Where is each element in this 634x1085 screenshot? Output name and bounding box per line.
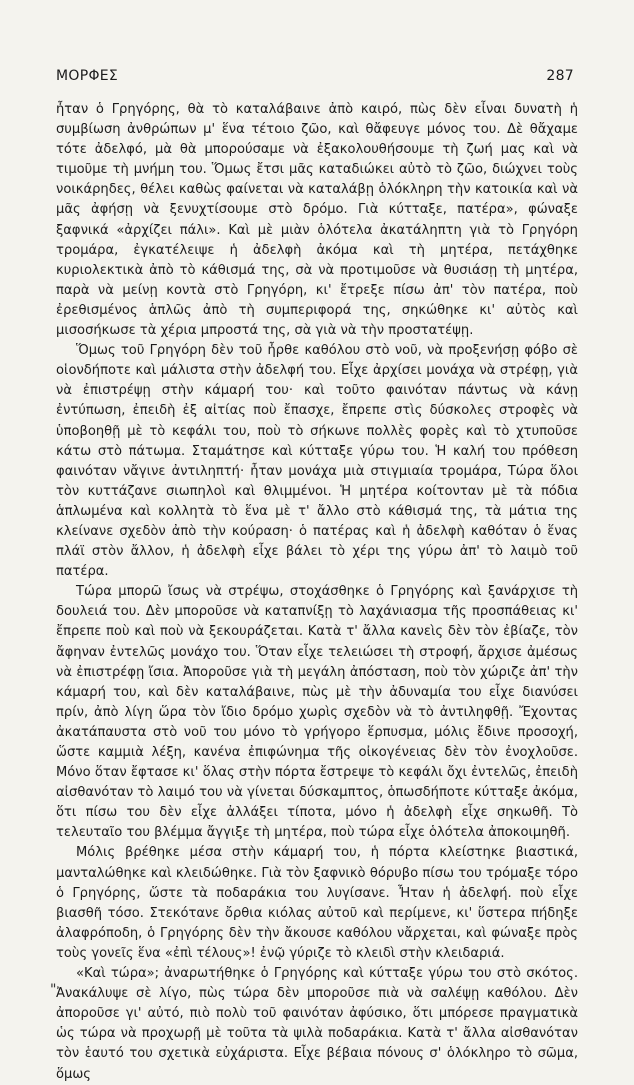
journal-title: ΜΟΡΦΕΣ [56,68,119,84]
paragraph: Τώρα μπορῶ ἴσως νὰ στρέψω, στοχάσθηκε ὁ Γρηγόρης καὶ ξανάρχισε τὴ δουλειά του. Δὲν μποροῦσε νὰ καταπνίξῃ τὸ λαχάνιασμα τῆς προσπάθειας κι' ἔπρεπε ποὺ καὶ ποὺ νὰ ξεκουράζεται. Κατὰ τ' ἄλλα κανεὶς δὲν τὸν ἐβίαζε, τὸν ἄφηναν ἐντελῶς μονάχο του. Ὅταν εἶχε τελειώσει τὴ στροφή, ἄρχισε ἀμέσως νὰ ἐπιστρέφῃ ἴσια. Ἀποροῦσε γιὰ τὴ μεγάλη ἀπόσταση, ποὺ τὸν χώριζε ἀπ' τὴν κάμαρή του, καὶ δὲν καταλάβαινε, πὼς μὲ τὴν ἀδυναμία του εἶχε διανύσει πρίν, ἀπὸ λίγη ὥρα τὸν ἴδιο δρόμο χωρὶς σχεδὸν νὰ τὸ ἀντιληφθῇ. Ἔχοντας ἀκατάπαυστα στὸ νοῦ του μόνο τὸ γρήγορο ἕρπυσμα, μόλις ἔδινε προσοχή, ὥστε καμμιὰ λέξη, κανένα ἐπιφώνημα τῆς οἰκογένειας δὲν τὸν ἐνοχλοῦσε. Μόνο ὅταν ἔφτασε κι' ὅλας στὴν πόρτα ἔστρεψε τὸ κεφάλι ὄχι ἐντελῶς, ἐπειδὴ αἰσθανόταν τὸ λαιμό του νὰ γίνεται δύσκαμπτος, ὁπωσδήποτε κύτταξε ἀκόμα, ὅτι πίσω του δὲν εἶχε ἀλλάξει τίποτα, μόνο ἡ ἀδελφὴ εἶχε σηκωθῆ. Τὸ τελευταῖο του βλέμμα ἄγγιξε τὴ μητέρα, ποὺ τώρα εἶχε ὁλότελα ἀποκοιμηθῆ. [56,584,578,841]
paragraph: «Καὶ τώρα»; ἀναρωτήθηκε ὁ Γρηγόρης καὶ κύτταξε γύρω του στὸ σκότος. Ἀνακάλυψε σὲ λίγο, πὼς τώρα δὲν μποροῦσε πιὰ νὰ σαλέψῃ καθόλου. Δὲν ἀποροῦσε γι' αὐτό, πιὸ πολὺ τοῦ φαινόταν ἀφύσικο, ὅτι μπόρεσε πραγματικὰ ὡς τώρα νὰ προχωρῇ μὲ τοῦτα τὰ ψιλὰ ποδαράκια. Κατὰ τ' ἄλλα αἰσθανόταν τὸν ἑαυτό του σχετικὰ εὐχάριστα. Εἶχε βέβαια πόνους σ' ὁλόκληρο τὸ σῶμα, ὅμως [56,966,578,1082]
paragraph: Ὅμως τοῦ Γρηγόρη δὲν τοῦ ἦρθε καθόλου στὸ νοῦ, νὰ προξενήσῃ φόβο σὲ οἱονδήποτε καὶ μάλιστα στὴν ἀδελφή του. Εἶχε ἀρχίσει μονάχα νὰ στρέφῃ, γιὰ νὰ ἐπιστρέψῃ στὴν κάμαρή του· καὶ τοῦτο φαινόταν πάντως νὰ κάνῃ ἐντύπωση, ἐπειδὴ ἐξ αἰτίας ποὺ ἔπασχε, ἔπρεπε στὶς δύσκολες στροφὲς νὰ ὑποβοηθῇ μὲ τὸ κεφάλι του, ποὺ τὸ σήκωνε πολλὲς φορὲς καὶ τὸ χτυποῦσε κάτω στὸ πάτωμα. Σταμάτησε καὶ κύτταξε γύρω του. Ἡ καλή του πρόθεση φαινόταν νἄγινε ἀντιληπτή· ἦταν μονάχα μιὰ στιγμιαία τρομάρα, Τώρα ὅλοι τὸν κυττάζανε σιωπηλοὶ καὶ θλιμμένοι. Ἡ μητέρα κοίτονταν μὲ τὰ πόδια ἁπλωμένα καὶ κολλητὰ τὸ ἕνα μὲ τ' ἄλλο στὸ κάθισμά της, τὰ μάτια της κλείνανε σχεδὸν ἀπὸ τὴν κούραση· ὁ πατέρας καὶ ἡ ἀδελφὴ καθόταν ὁ ἕνας πλάϊ στὸν ἄλλον, ἡ ἀδελφὴ εἶχε βάλει τὸ χέρι της γύρω ἀπ' τὸ λαιμὸ τοῦ πατέρα. [56,343,578,580]
paragraph: Μόλις βρέθηκε μέσα στὴν κάμαρή του, ἡ πόρτα κλείστηκε βιαστικά, μανταλώθηκε καὶ κλειδώθηκε. Γιὰ τὸν ξαφνικὸ θόρυβο πίσω του τρόμαξε τόρο ὁ Γρηγόρης, ὥστε τὰ ποδαράκια του λυγίσανε. Ἦταν ἡ ἀδελφή. ποὺ εἶχε βιασθῆ τόσο. Στεκότανε ὄρθια κιόλας αὐτοῦ καὶ περίμενε, κι' ὕστερα πήδηξε ἀλαφρόποδη, ὁ Γρηγόρης δὲν τὴν ἄκουσε καθόλου νἄρχεται, καὶ φώναξε πρὸς τοὺς γονεῖς ἕνα «ἐπὶ τέλους»! ἐνῷ γύριζε τὸ κλειδὶ στὴν κλειδαριά. [56,845,578,961]
paragraph: ἦταν ὁ Γρηγόρης, θὰ τὸ καταλάβαινε ἀπὸ καιρό, πὼς δὲν εἶναι δυνατὴ ἡ συμβίωση ἀνθρώπων μ' ἕνα τέτοιο ζῶο, καὶ θἄφευγε μόνος του. Δὲ θἄχαμε τότε ἀδελφό, μὰ θὰ μπορούσαμε νὰ ἐξακολουθήσουμε τὴ ζωή μας καὶ νὰ τιμοῦμε τὴ μνήμη του. Ὅμως ἔτσι μᾶς καταδιώκει αὐτὸ τὸ ζῶο, διώχνει τοὺς νοικάρηδες, θέλει καθὼς φαίνεται νὰ καταλάβῃ ὁλόκληρη τὴν κατοικία καὶ νὰ μᾶς ἀφήσῃ νὰ ξενυχτίσουμε στὸ δρόμο. Γιὰ κύτταξε, πατέρα», φώναξε ξαφνικά «ἀρχίζει πάλι». Καὶ μὲ μιὰν ὁλότελα ἀκατάληπτη γιὰ τὸ Γρηγόρη τρομάρα, ἐγκατέλειψε ἡ ἀδελφὴ ἀκόμα καὶ τὴ μητέρα, πετάχθηκε κυριολεκτικὰ ἀπὸ τὸ κάθισμά της, σὰ νὰ προτιμοῦσε νὰ θυσιάσῃ τὴ μητέρα, παρὰ νὰ μείνῃ κοντὰ στὸ Γρηγόρη, κι' ἔτρεξε πίσω ἀπ' τὸν πατέρα, ποὺ ἐρεθισμένος ἁπλῶς ἀπὸ τὴ συμπεριφορά της, σηκώθηκε κι' αὐτὸς καὶ μισοσήκωσε τὰ χέρια μπροστά της, σὰ γιὰ νὰ τὴν προστατέψῃ. [56,102,578,339]
body-text [56,100,578,1085]
margin-mark: " [50,982,57,998]
page-number: 287 [546,68,574,84]
